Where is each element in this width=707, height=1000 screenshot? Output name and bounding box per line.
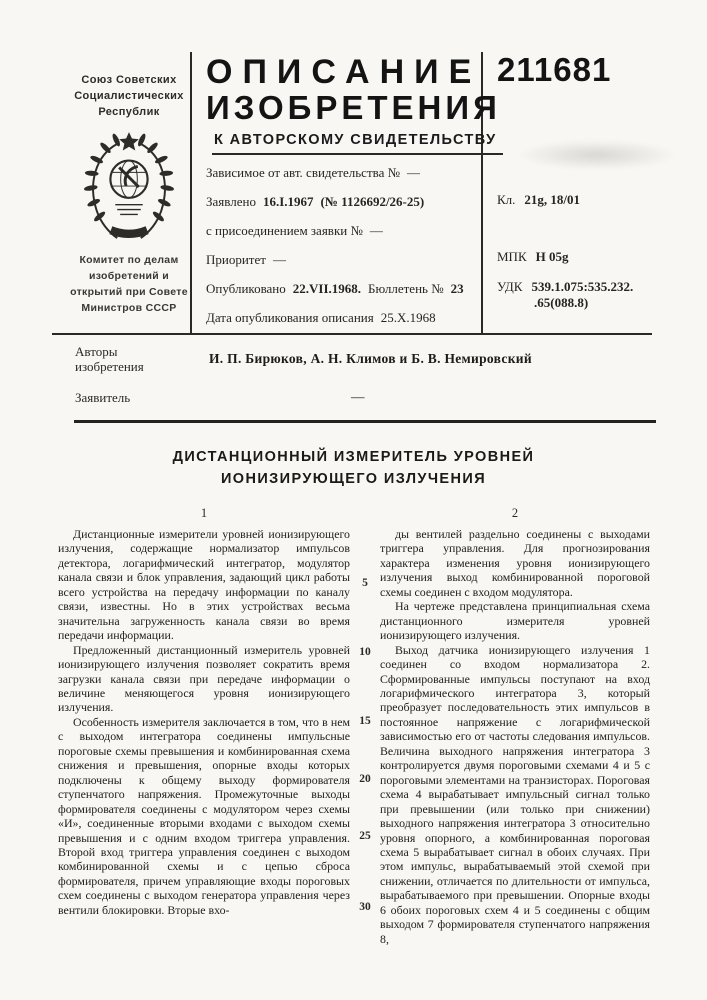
class-line: Кл. 21g, 18/01: [497, 192, 581, 207]
doc-subtitle: К АВТОРСКОМУ СВИДЕТЕЛЬСТВУ: [212, 132, 503, 155]
paragraph: Особенность измерителя заключается в том, что в нем с выходом интегратора соединены импульсные пороговые схемы превышения и комбинированная схема снижения и превышения, опорные входы которых подключены к общему выходу формирователя ступенчатого напряжения. Промежуточные выходы формирователя соединены с модулятором через схемы «И», соединенные вторыми входами с выходом схемы превышения и с одним входом триггера управления. Второй вход триггера управления соединен с выходом комбинированной схемы и с цепью сброса формирователя, причем управляющие входы пороговых схем соединены с выходом генератора управления через вентили блокировки. Вторые вхо-: [58, 714, 350, 917]
horizontal-rule-thick: [74, 420, 656, 423]
ink-smudge: [517, 140, 677, 170]
paragraph: ды вентилей раздельно соединены с выходами триггера управления. Для прогнозирования характера изменения уровня ионизирующего излучения выход комбинированной пороговой схемы соединен с входом модулятора.: [380, 527, 650, 599]
line-number: 20: [359, 773, 371, 785]
column-2-text: [380, 527, 650, 946]
invention-title-line2: ИОНИЗИРУЮЩЕГО ИЗЛУЧЕНИЯ: [220, 471, 487, 487]
line-number: 5: [362, 577, 368, 589]
paragraph: Выход датчика ионизирующего излучения 1 соединен со входом нормализатора 2. Сформированные импульсы поступают на вход логарифмического интегратора 3, который преобразует последовательность этих импульсов в постоянное напряжение с логарифмической зависимостью его от частоты следования импульсов. Величина выходного напряжения интегратора 3 контролируется двумя пороговыми схемами 4 и 5 с пороговыми элементами на транзисторах. Пороговая схема 4 вырабатывает импульсный сигнал только при превышении (или только при снижении) выходного напряжения интегратора 3 относительно уровня опорного, а комбинированная пороговая схема 5 вырабатывает сигнал в обоих случаях. При этом импульс, вырабатываемый этой схемой при снижении, отличается по длительности от импульса, вырабатываемого при превышении. Опорные входы 6 обоих пороговых схем 4 и 5 соединены с общим выходом 7 формирователя ступенчатого напряжения 8,: [380, 642, 650, 946]
doc-type-block: [190, 52, 501, 333]
doc-title-line1: ОПИСАНИЕ: [206, 53, 482, 91]
biblio-line-dependent: Зависимое от авт. свидетельства № —: [206, 165, 421, 180]
biblio-line-filed: Заявлено 16.I.1967 (№ 1126692/26-25): [206, 194, 425, 209]
committee-name: Комитет по делам изобретений и открытий при Совете Министров СССР: [70, 254, 188, 314]
line-number: 15: [359, 715, 371, 727]
line-number: 30: [359, 901, 371, 913]
columns: [58, 527, 650, 946]
doc-title-line2: ИЗОБРЕТЕНИЯ: [206, 89, 501, 126]
mpk-line: МПК Н 05g: [497, 249, 569, 264]
biblio-line-description-date: Дата опубликования описания 25.X.1968: [206, 310, 436, 325]
invention-title-line1: ДИСТАНЦИОННЫЙ ИЗМЕРИТЕЛЬ УРОВНЕЙ: [172, 449, 535, 465]
udk-line: УДК 539.1.075:535.232. .65(088.8): [497, 279, 634, 310]
bibliographic-data: [206, 165, 481, 326]
description-body: [58, 506, 650, 946]
column-number-row: [58, 506, 650, 521]
column-number-1: 1: [200, 506, 208, 520]
authors-section: [75, 344, 653, 420]
biblio-line-joined: с присоединением заявки № —: [206, 223, 383, 238]
paragraph: Предложенный дистанционный измеритель уровней ионизирующего излучения позволяет сократить время загрузки канала связи при передаче информации о величине меняющегося уровня ионизирующего излучения.: [58, 642, 350, 715]
masthead: [0, 52, 707, 333]
column-1-text: [58, 527, 350, 946]
applicant-row: [75, 389, 653, 405]
authors-label: Авторы изобретения: [75, 344, 144, 374]
classification-block: [483, 52, 707, 333]
paragraph: Дистанционные измерители уровней ионизирующего излучения, содержащие нормализатор импульсов детектора, логарифмический интегратор, модулятор канала связи и блок управления, задающий цикл работы всего устройства на передачу информации по каналу связи, известны. Но в этих устройствах весьма значительна загруженность канала связи во время передачи информации.: [58, 527, 350, 643]
paragraph: На чертеже представлена принципиальная схема дистанционного измерителя уровней ионизирующего излучения.: [380, 599, 650, 643]
column-number-2: 2: [511, 506, 519, 520]
horizontal-rule-top: [52, 333, 652, 335]
line-number: 25: [359, 830, 371, 842]
ussr-coat-of-arms-icon: [66, 132, 192, 246]
patent-number: 211681: [497, 51, 612, 88]
biblio-line-priority: Приоритет —: [206, 252, 286, 267]
biblio-line-published: Опубликовано 22.VII.1968. Бюллетень № 23: [206, 281, 464, 296]
applicant-value: —: [351, 389, 365, 404]
country-name: Союз Советских Социалистических Республик: [74, 74, 184, 118]
applicant-label: Заявитель: [75, 389, 131, 405]
line-number-gutter: [350, 527, 380, 946]
authors-row: [75, 344, 653, 374]
authors-names: И. П. Бирюков, А. Н. Климов и Б. В. Немировский: [209, 351, 532, 366]
invention-title: [0, 446, 707, 490]
issuer-block: [66, 52, 192, 316]
line-number: 10: [359, 646, 371, 658]
